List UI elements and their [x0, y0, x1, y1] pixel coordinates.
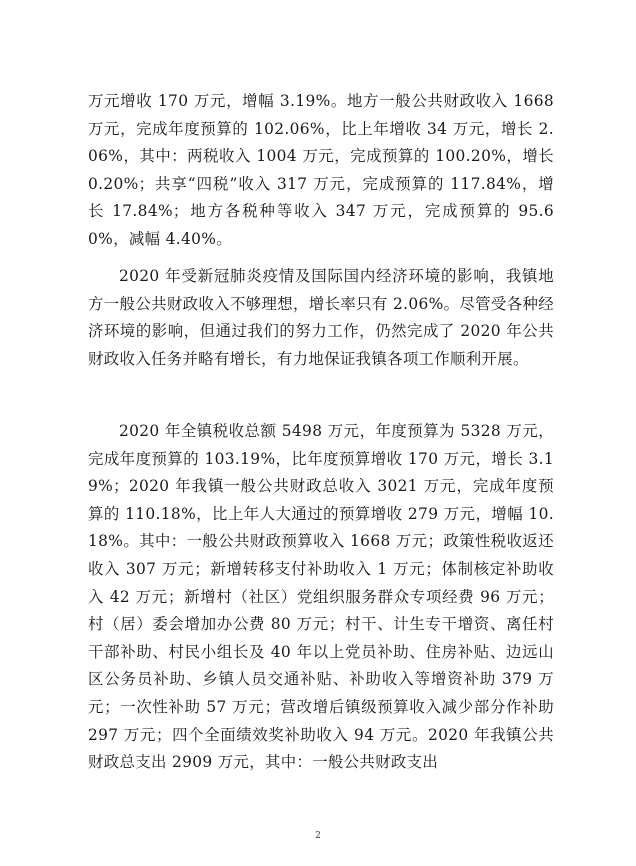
paragraph-revenue-summary: 万元增收 170 万元，增幅 3.19%。地方一般公共财政收入 1668 万元，完成年度预算的 102.06%，比上年增收 34 万元，增长 2.06%，其中：两税收入 1004 万元，完成预算的 100.20%，增长 0.20%；共享“四税”收入 317 万元，完成预算的 117.84%，增长 17.84%；地方各税种等收入 347 万元，完成预算的 95.60%，减幅 4.40%。	[88, 92, 554, 248]
paragraph-tax-totals: 2020 年全镇税收总额 5498 万元，年度预算为 5328 万元，完成年度预算的 103.19%，比年度预算增收 170 万元，增长 3.19%；2020 年我镇一般公共财政总收入 3021 万元，完成年度预算的 110.18%，比上年人大通过的预算增收 279 万元，增幅 10.18%。其中：一般公共财政预算收入 1668 万元；政策性税收返还收入 307 万元；新增转移支付补助收入 1 万元；体制核定补助收入 42 万元；新增村（社区）党组织服务群众专项经费 96 万元；村（居）委会增加办公费 80 万元；村干、计生专干增资、离任村干部补助、村民小组长及 40 年以上党员补助、住房补贴、边远山区公务员补助、乡镇人员交通补贴、补助收入等增资补助 379 万元；一次性补助 57 万元；营改增后镇级预算收入减少部分作补助 297 万元；四个全面绩效奖补助收入 94 万元。2020 年我镇公共财政总支出 2909 万元，其中：一般公共财政支出	[88, 422, 554, 772]
paragraph-covid-impact: 2020 年受新冠肺炎疫情及国际国内经济环境的影响，我镇地方一般公共财政收入不够理想，增长率只有 2.06%。尽管受各种经济环境的影响，但通过我们的努力工作，仍然完成了 2020 年公共财政收入任务并略有增长，有力地保证我镇各项工作顺利开展。	[88, 267, 554, 368]
page-number: 2	[315, 831, 321, 841]
